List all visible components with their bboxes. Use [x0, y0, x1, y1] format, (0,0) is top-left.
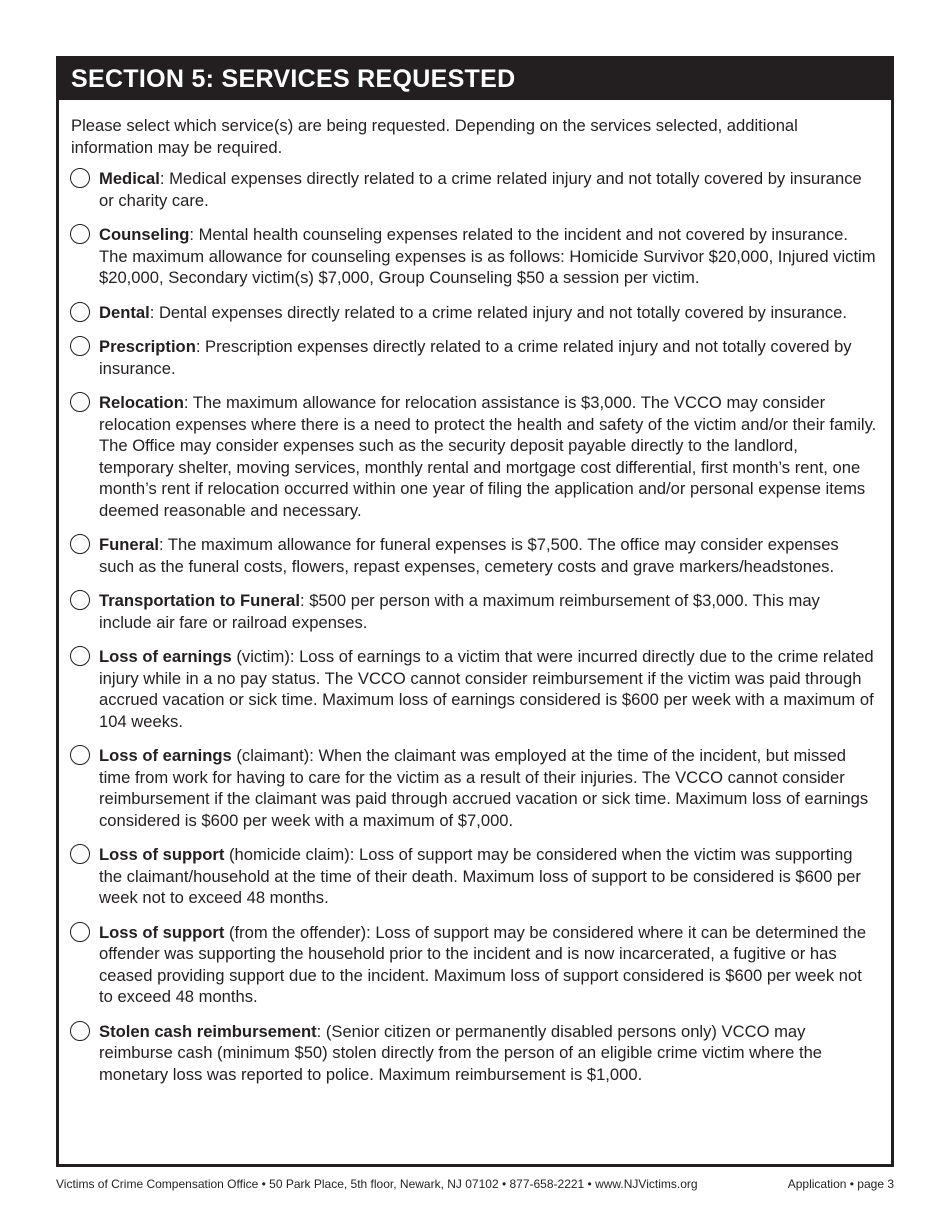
service-description: : Loss of support may be considered where it can be determined the offender was supporting the household prior to the incident and is now incarcerated, a fugitive or has ceased providing support due to the incident. Maximum loss of support considered is $600 per week not to exceed 48 months.	[99, 922, 867, 1006]
service-title: Loss of support	[99, 845, 225, 864]
radio-button-funeral[interactable]	[70, 534, 90, 554]
service-description: : The maximum allowance for funeral expenses is $7,500. The office may consider expenses such as the funeral costs, flowers, repast expenses, cemetery costs and grave markers/headstones.	[99, 535, 839, 576]
service-loss-of-earnings-victim	[59, 646, 891, 732]
radio-button-loss-of-support-offender[interactable]	[70, 922, 90, 942]
service-title: Relocation	[99, 393, 184, 412]
service-loss-of-support-offender	[59, 922, 891, 1008]
radio-button-prescription[interactable]	[70, 336, 90, 356]
service-relocation	[59, 392, 891, 521]
section-intro: Please select which service(s) are being requested. Depending on the services selected, additional information may be required.	[71, 116, 798, 157]
service-title: Stolen cash reimbursement	[99, 1021, 317, 1041]
radio-button-dental[interactable]	[70, 302, 90, 322]
service-stolen-cash-reimbursement	[59, 1021, 891, 1086]
service-loss-of-support-homicide	[59, 844, 891, 909]
services-requested-section	[56, 56, 894, 1167]
service-prescription	[59, 336, 891, 379]
service-funeral	[59, 534, 891, 577]
radio-button-loss-of-earnings-victim[interactable]	[70, 646, 90, 666]
service-qualifier: (victim)	[231, 647, 290, 666]
service-medical	[59, 168, 891, 211]
service-title: Loss of earnings	[99, 647, 232, 666]
service-title: Dental	[99, 302, 150, 322]
radio-button-relocation[interactable]	[70, 392, 90, 412]
service-title: Counseling	[99, 225, 190, 244]
service-description: : $500 per person with a maximum reimbursement of $3,000. This may include air fare or railroad expenses.	[99, 591, 820, 632]
services-list	[59, 168, 891, 1085]
service-counseling	[59, 224, 891, 289]
section-title: SECTION 5: SERVICES REQUESTED	[59, 59, 891, 100]
service-transportation-to-funeral	[59, 590, 891, 633]
service-title: Loss of support	[99, 922, 225, 942]
service-description: : Loss of earnings to a victim that were incurred directly due to the crime related injury while in a no pay status. The VCCO cannot consider reimbursement if the victim was paid through accrued vacation or sick time. Maximum loss of earnings considered is $600 per week with a maximum of 104 weeks.	[99, 647, 874, 731]
service-dental	[59, 302, 891, 324]
service-description: : When the claimant was employed at the time of the incident, but missed time from work for having to care for the victim as a result of their injuries. The VCCO cannot consider reimbursement if the claimant was paid through accrued vacation or sick time. Maximum loss of earnings considered is $600 per week with a maximum of $7,000.	[99, 746, 869, 830]
service-title: Medical	[99, 169, 160, 188]
service-qualifier: (from the offender)	[224, 922, 367, 942]
service-description: : Medical expenses directly related to a crime related injury and not totally covered by insurance or charity care.	[99, 169, 862, 210]
service-description: : Prescription expenses directly related to a crime related injury and not totally covered by insurance.	[99, 337, 852, 378]
footer-page-label: Application • page 3	[787, 1177, 894, 1191]
service-title: Transportation to Funeral	[99, 591, 300, 610]
service-title: Funeral	[99, 535, 159, 554]
footer-address: Victims of Crime Compensation Office • 50 Park Place, 5th floor, Newark, NJ 07102 • 877-658-2221 • www.NJVictims.org	[56, 1177, 698, 1191]
radio-button-loss-of-earnings-claimant[interactable]	[70, 745, 90, 765]
radio-button-transportation-to-funeral[interactable]	[70, 590, 90, 610]
service-description: : Dental expenses directly related to a crime related injury and not totally covered by insurance.	[149, 302, 848, 322]
service-qualifier: (homicide claim)	[224, 845, 350, 864]
service-description: : Mental health counseling expenses related to the incident and not covered by insurance. The maximum allowance for counseling expenses is as follows: Homicide Survivor $20,000, Injured victim $20,000, Secondary victim(s) $7,000, Group Counseling $50 a session per victim.	[99, 225, 876, 287]
radio-button-loss-of-support-homicide[interactable]	[70, 844, 90, 864]
service-title: Loss of earnings	[99, 746, 232, 765]
radio-button-medical[interactable]	[70, 168, 90, 188]
service-description: : The maximum allowance for relocation assistance is $3,000. The VCCO may consider relocation expenses where there is a need to protect the health and safety of the victim and/or their family. The Office may consider expenses such as the security deposit payable directly to the landlord, temporary shelter, moving services, monthly rental and mortgage cost differential, first month’s rent, one month’s rent if relocation occurred within one year of filing the application and/or personal expense items deemed reasonable and necessary.	[99, 393, 877, 520]
service-qualifier: (claimant)	[231, 746, 310, 765]
service-description: : (Senior citizen or permanently disabled persons only) VCCO may reimburse cash (minimum $50) stolen directly from the person of an eligible crime victim where the monetary loss was reported to police. Maximum reimbursement is $1,000.	[99, 1021, 823, 1084]
page-footer	[56, 1177, 894, 1191]
service-description: : Loss of support may be considered when the victim was supporting the claimant/household at the time of their death. Maximum loss of support to be considered is $600 per week not to exceed 48 months.	[99, 845, 861, 907]
radio-button-stolen-cash-reimbursement[interactable]	[70, 1021, 90, 1041]
service-loss-of-earnings-claimant	[59, 745, 891, 831]
service-title: Prescription	[99, 337, 196, 356]
radio-button-counseling[interactable]	[70, 224, 90, 244]
